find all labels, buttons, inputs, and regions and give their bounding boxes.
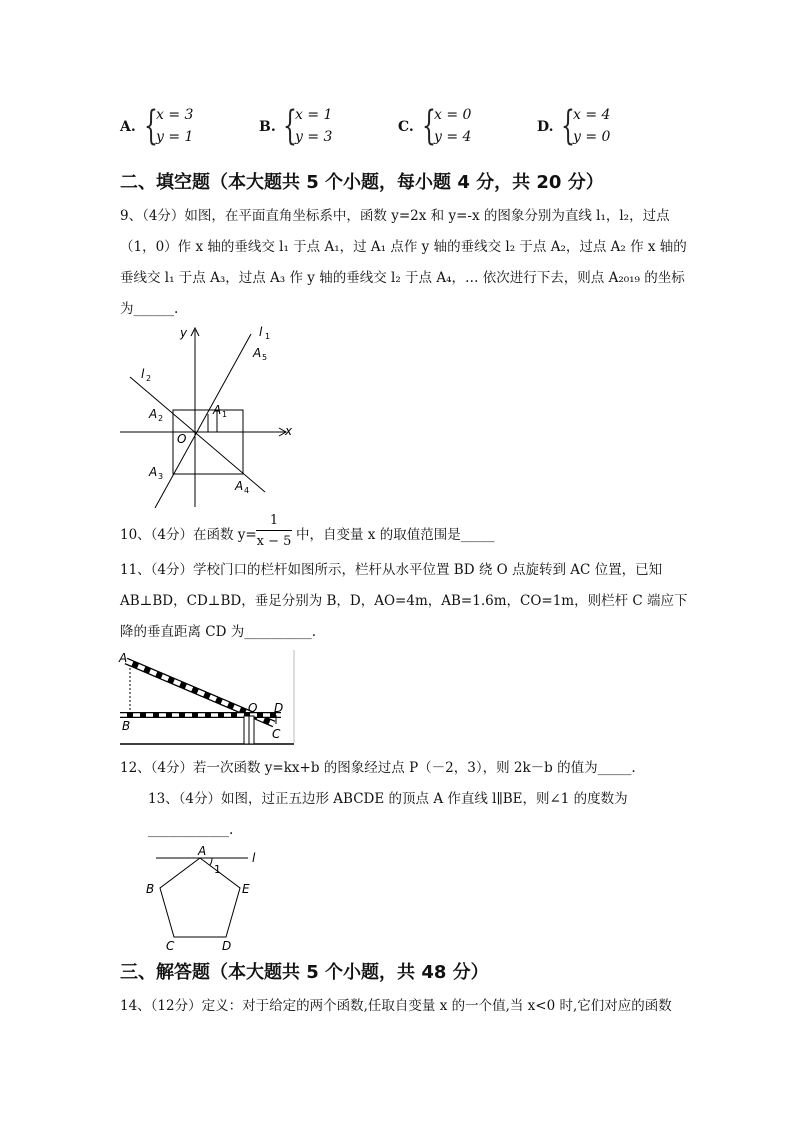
option-d-brace: { — [561, 103, 575, 149]
q11-line3: 降的垂直距离 CD 为__________. — [120, 624, 317, 640]
x-label: x — [285, 424, 293, 438]
option-a-brace: { — [144, 103, 158, 149]
option-a-eq1: x = 3 — [156, 107, 194, 123]
pentagon-abcde — [160, 858, 240, 937]
a4-label: A — [235, 479, 244, 493]
a4-subscript: 4 — [244, 486, 250, 495]
point-o-label: O — [248, 701, 258, 715]
point-b-label: B — [122, 719, 131, 733]
q13-pentagon-figure — [140, 842, 270, 954]
a5-label: A — [253, 346, 262, 360]
option-b-brace: { — [283, 103, 297, 149]
q9-coordinate-figure — [115, 322, 305, 512]
q11-line1: 11、（4分）学校门口的栏杆如图所示，栏杆从水平位置 BD 绕 O 点旋转到 AC 位置，已知 — [120, 562, 663, 578]
a1-subscript: 1 — [222, 410, 228, 419]
option-d-letter: D. — [537, 119, 554, 135]
angle-1-arc — [210, 858, 212, 865]
option-c-brace: { — [422, 103, 436, 149]
option-c-eq1: x = 0 — [434, 107, 472, 123]
section-2-heading: 二、填空题（本大题共 5 个小题，每小题 4 分，共 20 分） — [120, 172, 604, 193]
option-a-letter: A. — [120, 119, 136, 135]
option-d-eq1: x = 4 — [573, 107, 611, 123]
q13-line2: ____________. — [148, 822, 234, 838]
a2-subscript: 2 — [158, 414, 164, 423]
line-l-label: l — [252, 851, 256, 865]
q13-line1: 13、（4分）如图，过正五边形 ABCDE 的顶点 A 作直线 l∥BE，则∠1 的度数为 — [148, 791, 628, 807]
q14-line1: 14、（12分）定义：对于给定的两个函数,任取自变量 x 的一个值,当 x<0 时,它们对应的函数 — [120, 998, 672, 1014]
option-c-eq2: y = 4 — [434, 129, 472, 145]
option-a-eq2: y = 1 — [156, 129, 194, 145]
q11-gate-barrier-figure — [116, 648, 296, 748]
q9-line1: 9、（4分）如图，在平面直角坐标系中，函数 y=2x 和 y=-x 的图象分别为直线 l₁，l₂，过点 — [120, 208, 670, 224]
vertex-e-label: E — [242, 882, 250, 896]
y-label: y — [180, 326, 188, 340]
a3-label: A — [149, 465, 158, 479]
q11-line2: AB⊥BD，CD⊥BD，垂足分别为 B，D，AO=4m，AB=1.6m，CO=1m，则栏杆 C 端应下 — [120, 593, 688, 609]
option-b-letter: B. — [259, 119, 276, 135]
l1-subscript: 1 — [265, 332, 271, 341]
vertex-b-label: B — [146, 882, 155, 896]
vertex-a-label: A — [198, 844, 207, 858]
point-d-label: D — [274, 701, 284, 715]
q9-line4: 为______. — [120, 301, 179, 317]
q10-numerator: 1 — [256, 512, 292, 531]
point-c-label: C — [272, 727, 281, 741]
point-a-label: A — [119, 651, 128, 665]
a1-label: A — [213, 403, 222, 417]
option-b-eq1: x = 1 — [295, 107, 333, 123]
q12-line1: 12、（4分）若一次函数 y=kx+b 的图象经过点 P（－2，3），则 2k－b 的值为_____. — [120, 760, 636, 776]
q9-line2: （1，0）作 x 轴的垂线交 l₁ 于点 A₁，过 A₁ 点作 y 轴的垂线交 l₂ 于点 A₂，过点 A₂ 作 x 轴的 — [120, 239, 687, 255]
l2-label: l — [141, 367, 145, 381]
option-d-eq2: y = 0 — [573, 129, 611, 145]
vertex-d-label: D — [222, 939, 232, 953]
a3-subscript: 3 — [158, 472, 164, 481]
q10-text-before: 10、（4分）在函数 y= — [120, 527, 257, 543]
a2-label: A — [149, 407, 158, 421]
a5-subscript: 5 — [262, 353, 268, 362]
q9-line3: 垂线交 l₁ 于点 A₃，过点 A₃ 作 y 轴的垂线交 l₂ 于点 A₄，… 依次进行下去，则点 A₂₀₁₉ 的坐标 — [120, 270, 685, 286]
vertex-c-label: C — [166, 939, 175, 953]
origin-label: O — [177, 432, 187, 446]
option-c-letter: C. — [398, 119, 414, 135]
l1-label: l — [259, 325, 263, 339]
q10-text-after: 中，自变量 x 的取值范围是_____ — [296, 527, 495, 543]
q10-denominator: x − 5 — [256, 534, 292, 549]
section-3-heading: 三、解答题（本大题共 5 个小题，共 48 分） — [120, 962, 489, 983]
l2-subscript: 2 — [146, 374, 152, 383]
angle-1-label: 1 — [214, 863, 221, 876]
option-b-eq2: y = 3 — [295, 129, 333, 145]
